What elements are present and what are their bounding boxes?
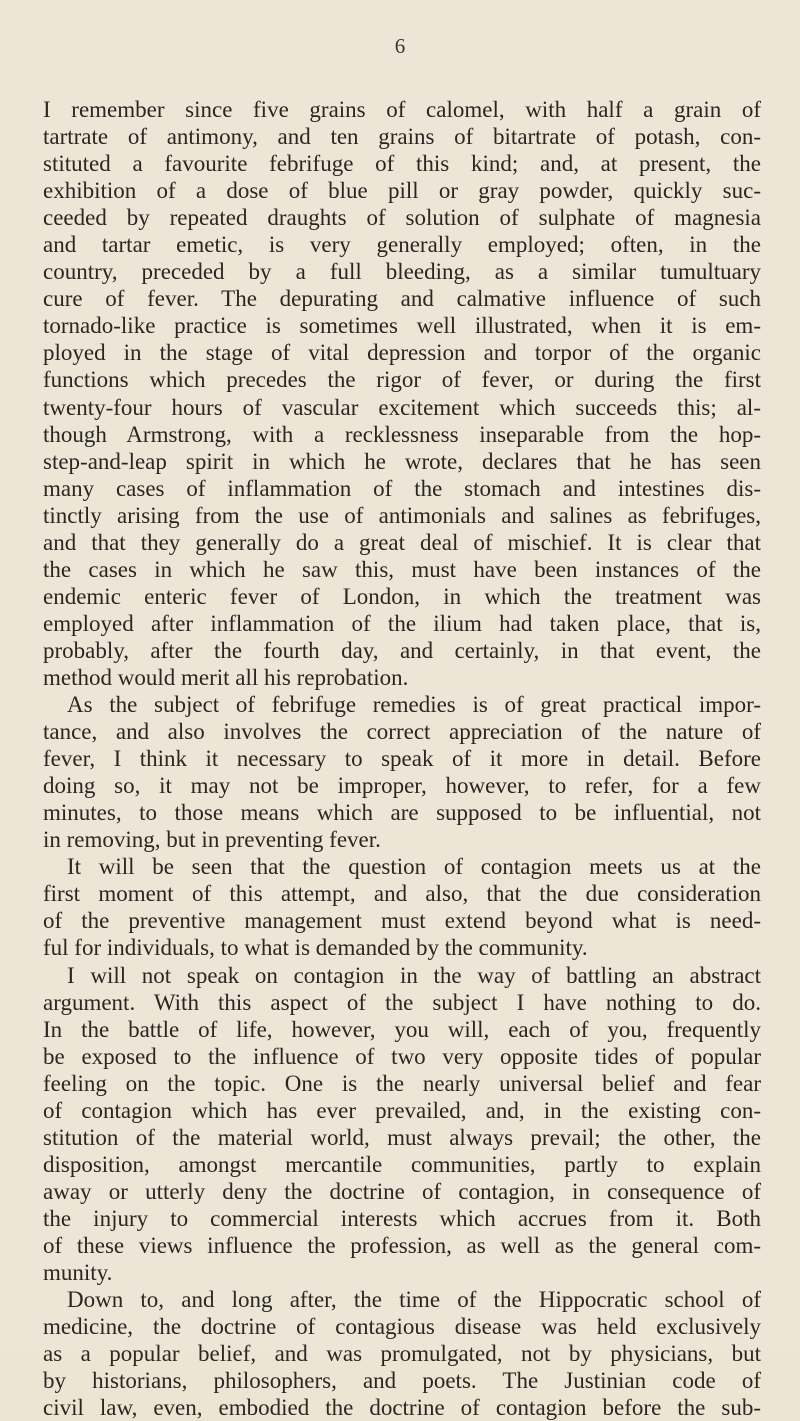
text-line: ful for individuals, to what is demanded by the community. <box>43 935 588 961</box>
text-line: many cases of inflammation of the stomach and intestines dis- <box>43 475 761 501</box>
text-line: I will not speak on contagion in the way of battling an abstract <box>67 962 761 988</box>
text-line: ployed in the stage of vital depression and torpor of the organic <box>43 340 761 366</box>
text-line: endemic enteric fever of London, in which the treatment was <box>43 583 761 609</box>
text-line: argument. With this aspect of the subject I have nothing to do. <box>43 989 761 1015</box>
text-line: fever, I think it necessary to speak of it more in detail. Before <box>43 746 761 772</box>
text-line: I remember since five grains of calomel, with half a grain of <box>43 97 761 122</box>
body-text <box>43 96 761 1421</box>
text-line: by historians, philosophers, and poets. The Justinian code of <box>43 1368 761 1394</box>
text-line: In the battle of life, however, you will, each of you, frequently <box>43 1016 761 1042</box>
text-line: doing so, it may not be improper, however, to refer, for a few <box>43 773 761 799</box>
text-line: probably, after the fourth day, and certainly, in that event, the <box>43 637 761 663</box>
text-line: country, preceded by a full bleeding, as a similar tumultuary <box>43 259 761 285</box>
text-line: the cases in which he saw this, must have been instances of the <box>43 556 761 582</box>
text-line: away or utterly deny the doctrine of contagion, in consequence of <box>43 1178 761 1204</box>
text-line: cure of fever. The depurating and calmative influence of such <box>43 286 761 312</box>
text-line: and tartar emetic, is very generally employed; often, in the <box>43 232 761 258</box>
text-line: stitution of the material world, must always prevail; the other, the <box>43 1124 761 1150</box>
text-line: in removing, but in preventing fever. <box>43 827 381 853</box>
text-line: functions which precedes the rigor of fever, or during the first <box>43 367 761 393</box>
text-line: medicine, the doctrine of contagious disease was held exclusively <box>43 1314 761 1340</box>
text-line: Down to, and long after, the time of the Hippocratic school of <box>67 1287 761 1313</box>
text-line: and that they generally do a great deal of mischief. It is clear that <box>43 529 761 555</box>
text-line: first moment of this attempt, and also, that the due consideration <box>43 881 761 907</box>
text-line: tartrate of antimony, and ten grains of bitartrate of potash, con- <box>43 124 761 150</box>
text-line: ceeded by repeated draughts of solution of sulphate of magnesia <box>43 205 761 231</box>
text-line: tinctly arising from the use of antimonials and salines as febrifuges, <box>43 502 761 528</box>
text-line: step-and-leap spirit in which he wrote, declares that he has seen <box>43 448 761 474</box>
text-line: feeling on the topic. One is the nearly universal belief and fear <box>43 1070 761 1096</box>
page-number: 6 <box>394 34 406 58</box>
text-line: exhibition of a dose of blue pill or gray powder, quickly suc- <box>43 178 761 204</box>
text-line: employed after inflammation of the ilium had taken place, that is, <box>43 610 761 636</box>
text-line: of these views influence the profession, as well as the general com- <box>43 1232 761 1258</box>
text-line: stituted a favourite febrifuge of this kind; and, at present, the <box>43 151 761 177</box>
text-line: the injury to commercial interests which accrues from it. Both <box>43 1205 761 1231</box>
text-line: be exposed to the influence of two very opposite tides of popular <box>43 1043 761 1069</box>
text-line: tornado-like practice is sometimes well illustrated, when it is em- <box>43 313 761 339</box>
text-line: As the subject of febrifuge remedies is of great practical impor- <box>67 692 761 718</box>
text-line: of the preventive management must extend beyond what is need- <box>43 908 761 934</box>
text-line: tance, and also involves the correct appreciation of the nature of <box>43 719 761 745</box>
text-line: twenty-four hours of vascular excitement which succeeds this; al- <box>43 394 761 420</box>
text-line: of contagion which has ever prevailed, and, in the existing con- <box>43 1097 761 1123</box>
text-line: minutes, to those means which are supposed to be influential, not <box>43 800 761 826</box>
text-line: It will be seen that the question of contagion meets us at the <box>67 854 761 880</box>
text-line: civil law, even, embodied the doctrine of contagion before the sub- <box>43 1395 761 1421</box>
text-line: munity. <box>43 1260 113 1286</box>
text-line: though Armstrong, with a recklessness inseparable from the hop- <box>43 421 761 447</box>
text-line: method would merit all his reprobation. <box>43 664 409 690</box>
text-line: as a popular belief, and was promulgated, not by physicians, but <box>43 1341 761 1367</box>
text-line: disposition, amongst mercantile communities, partly to explain <box>43 1151 761 1177</box>
